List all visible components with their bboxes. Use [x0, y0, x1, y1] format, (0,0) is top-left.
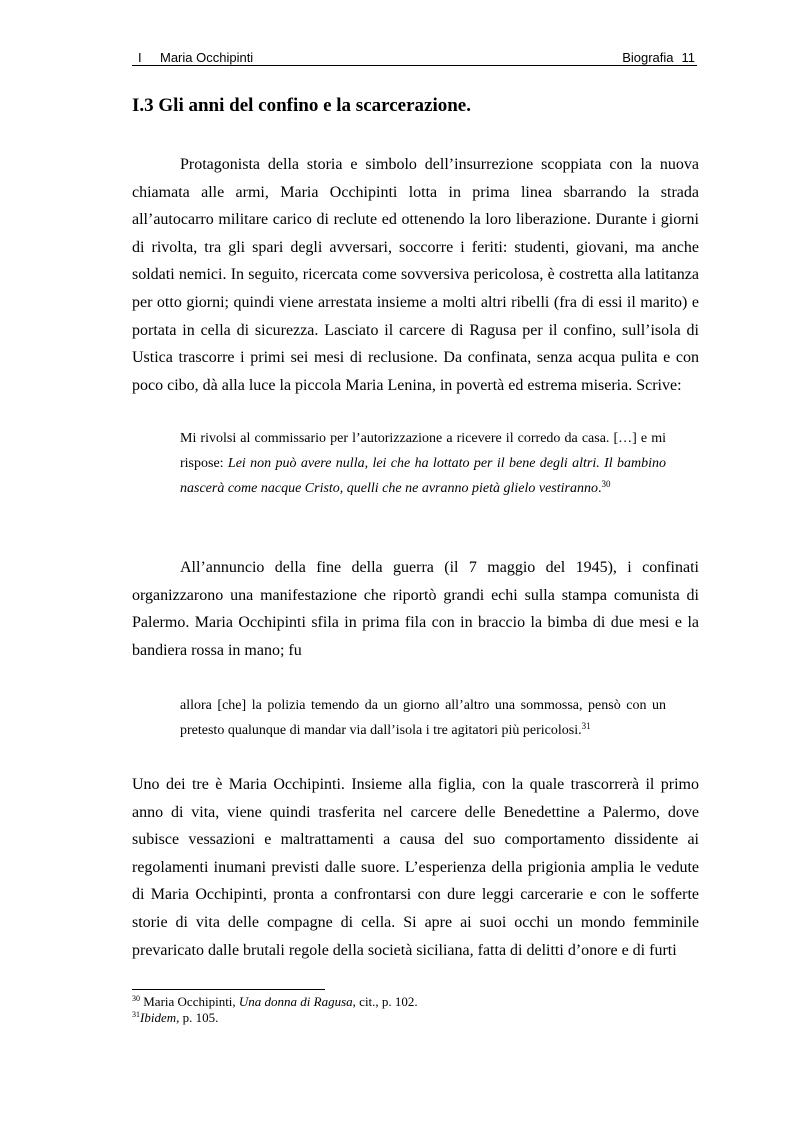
footnote-number: 31	[132, 1010, 140, 1019]
header-chapter-number: I	[138, 50, 142, 65]
body-paragraph: All’annuncio della fine della guerra (il 7 maggio del 1945), i confinati organizzarono una manifestazione che riportò grandi echi sulla stampa comunista di Palermo. Maria Occhipinti sfila in prima fila con in braccio la bimba di due mesi e la bandiera rossa in mano; fu	[132, 559, 699, 659]
header-chapter-title: Maria Occhipinti	[160, 50, 254, 65]
quote-text: Mi rivolsi al commissario per l’autorizzazione a ricevere il corredo da casa. […] e mi rispose:	[180, 431, 666, 471]
page-number: 11	[681, 50, 695, 65]
block-quote	[180, 426, 666, 501]
running-header	[132, 49, 697, 66]
body-paragraph: Protagonista della storia e simbolo dell’insurrezione scoppiata con la nuova chiamata alle armi, Maria Occhipinti lotta in prima linea sbarrando la strada all’autocarro militare carico di reclute ed ottenendo la loro liberazione. Durante i giorni di rivolta, tra gli spari degli avversari, soccorre i feriti: studenti, giovani, ma anche soldati nemici. In seguito, ricercata come sovversiva pericolosa, è costretta alla latitanza per otto giorni; quindi viene arrestata insieme a molti altri ribelli (fra di essi il marito) e portata in cella di sicurezza. Lasciato il carcere di Ragusa per il confino, sull’isola di Ustica trascorre i primi sei mesi di reclusione. Da confinata, senza acqua pulita e con poco cibo, dà alla luce la piccola Maria Lenina, in povertà ed estrema miseria. Scrive:	[132, 156, 699, 394]
header-section-label: Biografia	[622, 50, 674, 65]
block-quote	[180, 693, 666, 743]
footnote-title: Una donna di Ragusa	[238, 994, 353, 1009]
footnotes	[132, 994, 692, 1026]
footnote-ref[interactable]: 30	[601, 479, 611, 489]
header-section	[622, 51, 695, 64]
footnote-separator	[132, 989, 325, 990]
footnote-title: Ibidem	[140, 1010, 177, 1025]
footnote	[132, 994, 692, 1010]
header-chapter	[138, 51, 253, 64]
footnote-text: , p. 105.	[176, 1010, 219, 1025]
section-title: I.3 Gli anni del confino e la scarcerazione.	[132, 95, 471, 116]
quote-text: allora [che] la polizia temendo da un giorno all’altro una sommossa, pensò con un pretesto qualunque di mandar via dall’isola i tre agitatori più pericolosi.	[180, 698, 666, 738]
footnote-number: 30	[132, 994, 140, 1003]
body-paragraph: Uno dei tre è Maria Occhipinti. Insieme alla figlia, con la quale trascorrerà il primo anno di vita, viene quindi trasferita nel carcere delle Benedettine a Palermo, dove subisce vessazioni e maltrattamenti a causa del suo comportamento dissidente ai regolamenti inumani previsti dalle suore. L’esperienza della prigionia amplia le vedute di Maria Occhipinti, pronta a confrontarsi con dure leggi carcerarie e con le sofferte storie di vita delle compagne di cella. Si apre ai suoi occhi un mondo femminile prevaricato dalle brutali regole della società siciliana, fatta di delitti d’onore e di furti	[132, 776, 699, 959]
footnote-text: Maria Occhipinti,	[140, 994, 239, 1009]
footnote-text: , cit., p. 102.	[352, 994, 418, 1009]
quote-tail: .	[597, 481, 602, 496]
footnote-ref[interactable]: 31	[581, 721, 591, 731]
footnote	[132, 1010, 692, 1026]
quote-italic-text: Lei non può avere nulla, lei che ha lottato per il bene degli altri. Il bambino nascerà come nacque Cristo, quelli che ne avranno pietà glielo vestiranno	[180, 456, 667, 496]
